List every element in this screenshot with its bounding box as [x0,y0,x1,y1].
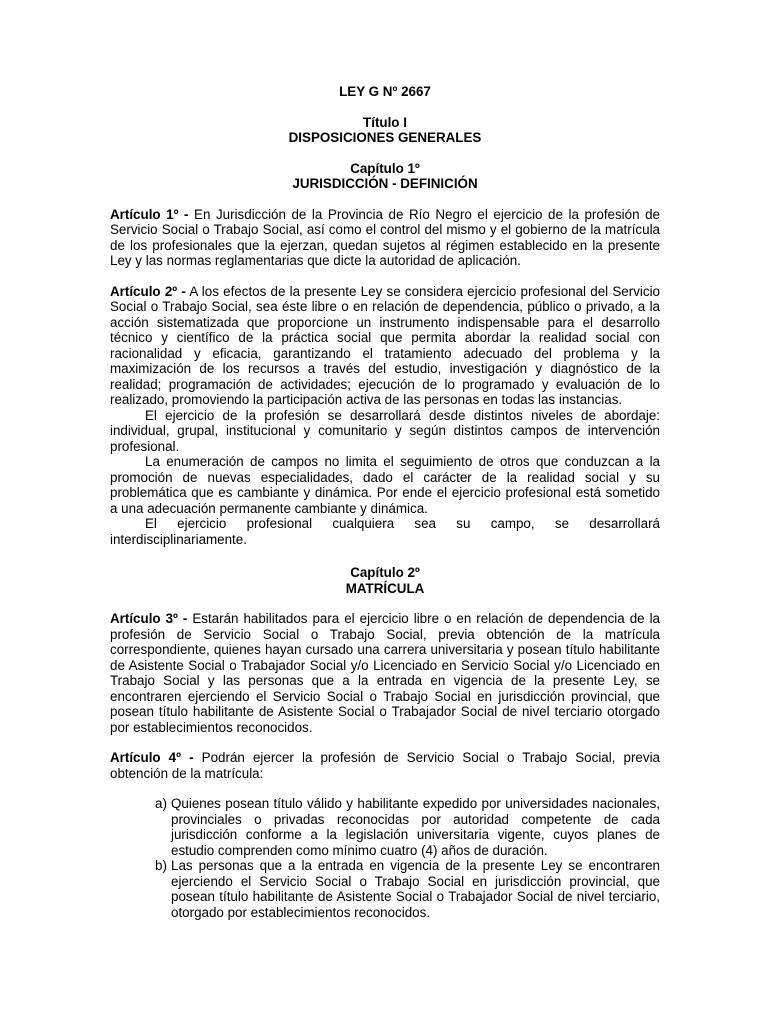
article-4 [110,750,660,781]
article-2 [110,284,660,548]
article-3-label: Artículo 3º - [110,611,188,626]
article-4-label: Artículo 4º - [110,750,194,765]
article-2-first-paragraph [110,284,660,408]
capitulo1-name: JURISDICCIÓN - DEFINICIÓN [292,176,478,191]
list-item [155,858,660,920]
article-1-text: En Jurisdicción de la Provincia de Río Negro el ejercicio de la profesión de Servicio Social o Trabajo Social, así como el control del mismo y el gobierno de la matrícula de los profesionales que la ejerzan, quedan sujetos al régimen establecido en la presente Ley y las normas reglamentarias que dicte la autoridad de aplicación. [110,206,660,268]
article-4-list [110,796,660,920]
law-title: LEY G Nº 2667 [339,84,431,99]
capitulo1-heading [110,161,660,192]
article-3 [110,611,660,735]
capitulo2-name: MATRÍCULA [345,580,425,596]
titulo-number: Título I [363,114,407,130]
article-1 [110,207,660,269]
capitulo2-number: Capítulo 2º [350,565,420,580]
article-2-label: Artículo 2º - [110,283,186,299]
capitulo1-number: Capítulo 1º [350,160,420,176]
titulo-heading [110,115,660,146]
list-item-text: Las personas que a la entrada en vigencia de la presente Ley se encontraren ejerciendo el Servicio Social o Trabajo Social en jurisdicción provincial, que posean título habilitante de Asistente Social o Trabajador Social de nivel terciario, otorgado por establecimientos reconocidos. [171,858,660,920]
article-4-text: Podrán ejercer la profesión de Servicio Social o Trabajo Social, previa obtención de la matrícula: [110,750,660,781]
capitulo2-heading [110,565,660,596]
article-2-paragraph-2: El ejercicio de la profesión se desarrollará desde distintos niveles de abordaje: individual, grupal, institucional y comunitario y según distintos campos de intervención profesional. [110,407,660,454]
article-2-text: A los efectos de la presente Ley se considera ejercicio profesional del Servicio Social o Trabajo Social, sea éste libre o en relación de dependencia, público o privado, a la acción sistematizada que proporcione un instrumento indispensable para el desarrollo técnico y científico de la práctica social que permita abordar la realidad social con racionalidad y eficacia, garantizando el tratamiento adecuado del problema y la maximización de los recursos a través del estudio, investigación y diagnóstico de la realidad; programación de actividades; ejecución de lo programado y evaluación de lo realizado, promoviendo la participación activa de las personas en todas las instancias. [110,283,660,407]
list-item-marker: a) [155,796,167,811]
list-item-marker: b) [155,858,167,873]
article-2-paragraph-4: El ejercicio profesional cualquiera sea su campo, se desarrollará interdisciplinariamente. [110,516,660,547]
article-3-text: Estarán habilitados para el ejercicio libre o en relación de dependencia de la profesión de Servicio Social o Trabajo Social, previa obtención de la matrícula correspondiente, quienes hayan cursado una carrera universitaria y posean título habilitante de Asistente Social o Trabajador Social y/o Licenciado en Servicio Social y/o Licenciado en Trabajo Social y las personas que a la entrada en vigencia de la presente Ley, se encontraren ejerciendo el Servicio Social o Trabajo Social en jurisdicción provincial, que posean título habilitante de Asistente Social o Trabajador Social de nivel terciario otorgado por establecimientos reconocidos. [110,611,660,735]
titulo-name: DISPOSICIONES GENERALES [288,130,482,145]
list-item [155,796,660,858]
article-2-paragraph-3: La enumeración de campos no limita el seguimiento de otros que conduzcan a la promoción de nuevas especialidades, dado el carácter de la realidad social y su problemática que es cambiante y dinámica. Por ende el ejercicio profesional está sometido a una adecuación permanente cambiante y dinámica. [110,454,660,516]
list-item-text: Quienes posean título válido y habilitante expedido por universidades nacionales, provinciales o privadas reconocidas por autoridad competente de cada jurisdicción conforme a la legislación universitaria vigente, cuyos planes de estudio comprenden como mínimo cuatro (4) años de duración. [171,796,660,858]
article-1-label: Artículo 1º - [110,206,189,222]
